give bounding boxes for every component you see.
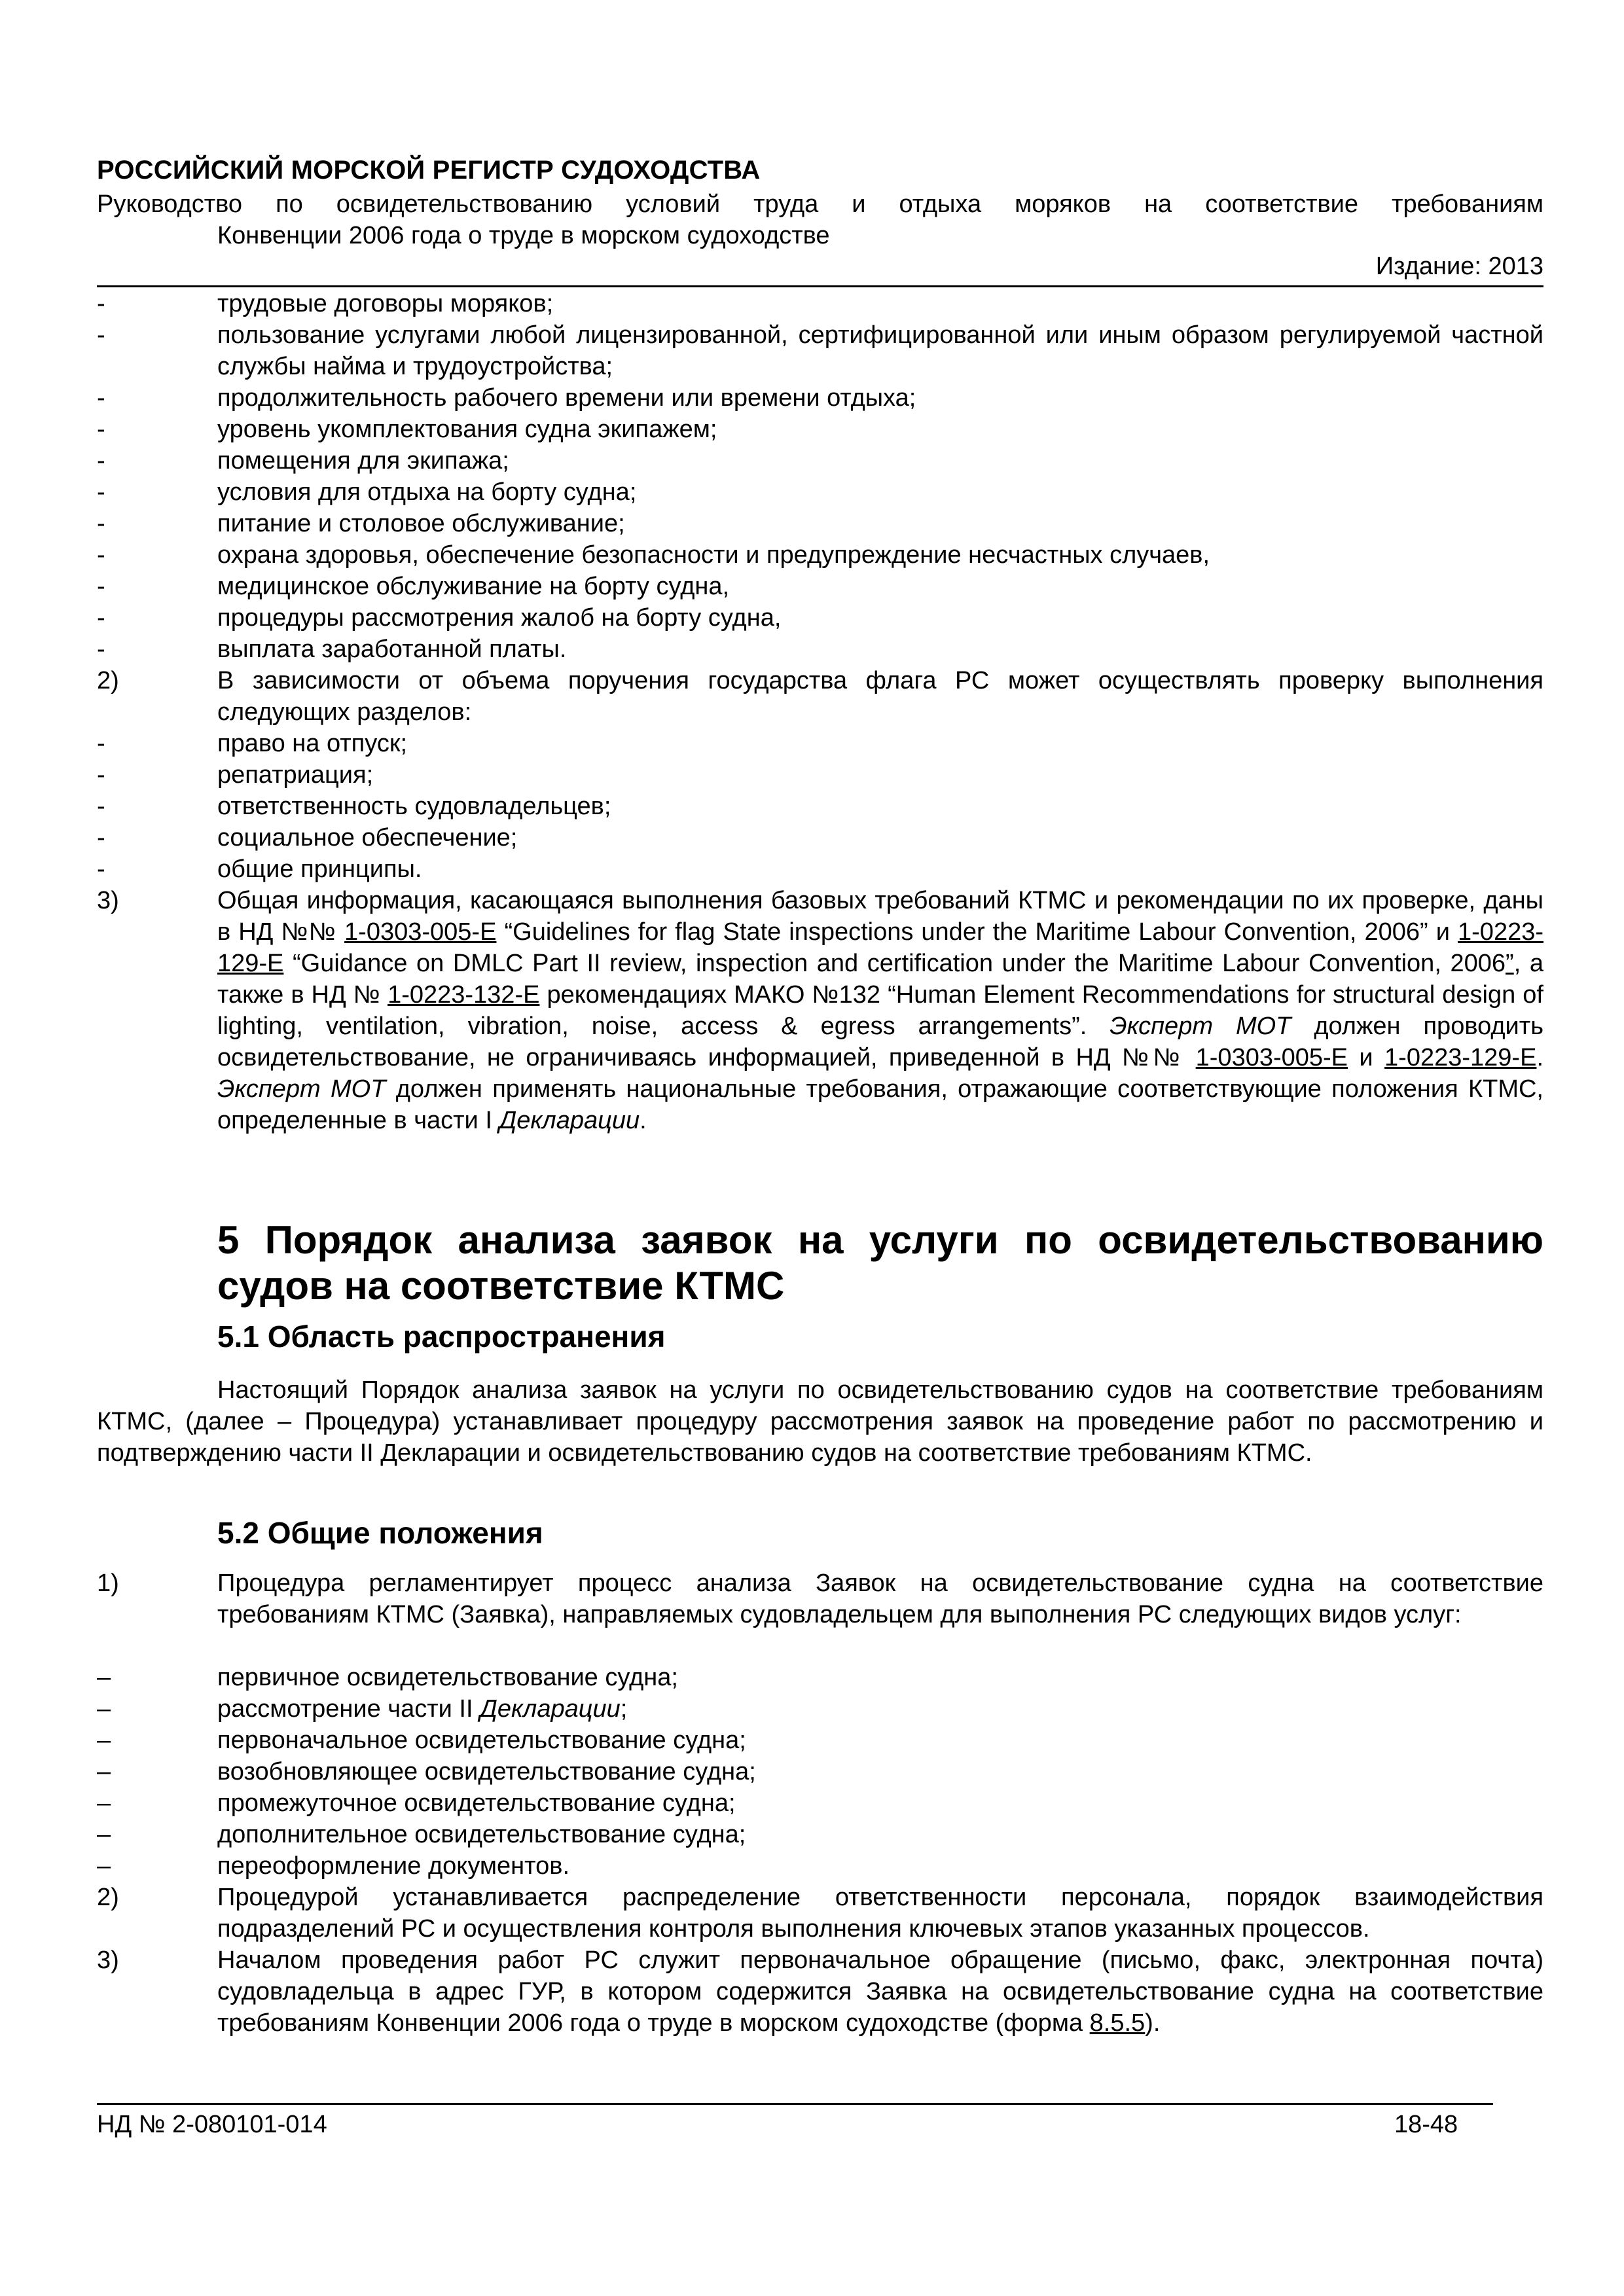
list-item: - уровень укомплектования судна экипажем; <box>97 414 1543 445</box>
document-link[interactable]: 1-0223-129-E <box>217 918 1543 977</box>
dash-marker: - <box>97 416 105 443</box>
list-item: – переоформление документов. <box>97 1850 1543 1882</box>
page-number: 18-48 <box>1394 2111 1458 2138</box>
subsection-heading: 5.2 Общие положения <box>217 1516 543 1550</box>
dash-marker: - <box>97 636 105 663</box>
list-item: – первичное освидетельствование судна; <box>97 1662 1543 1693</box>
header-rule <box>97 285 1543 287</box>
dash-marker: - <box>97 761 105 789</box>
list-item: - продолжительность рабочего времени или времени отдыха; <box>97 382 1543 414</box>
dash-marker: – <box>97 1664 111 1691</box>
list-item: - социальное обеспечение; <box>97 822 1543 853</box>
dash-marker: – <box>97 1852 111 1880</box>
footer-rule <box>97 2103 1493 2105</box>
dash-marker: - <box>97 478 105 506</box>
numbered-item-3: 3) Началом проведения работ РС служит первоначальное обращение (письмо, факс, электронная почта) судовладельца в адрес ГУР, в котором содержится Заявка на освидетельствование судна на соответствие требованиям Конвенции 2006 года о труде в морском судоходстве (форма 8.5.5). <box>97 1945 1543 2039</box>
dash-marker: – <box>97 1758 111 1785</box>
document-link[interactable]: 1-0303-005-E <box>344 918 497 946</box>
list-item: - пользование услугами любой лицензированной, сертифицированной или иным образом регулируемой частной службы найма и трудоустройства; <box>97 319 1543 382</box>
list-item: - репатриация; <box>97 759 1543 791</box>
numbered-item-2: 2) В зависимости от объема поручения государства флага РС может осуществлять проверку выполнения следующих разделов: <box>97 665 1543 728</box>
scope-paragraph: Настоящий Порядок анализа заявок на услуги по освидетельствованию судов на соответствие требованиям КТМС, (далее – Процедура) устанавливает процедуру рассмотрения заявок на проведение работ по рассмотрению и подтверждению части II Декларации и освидетельствованию судов на соответствие требованиям КТМС. <box>97 1376 1543 1467</box>
list-item: – рассмотрение части II Декларации; <box>97 1693 1543 1725</box>
dash-marker: - <box>97 510 105 537</box>
item-number: 3) <box>97 1946 119 1974</box>
dash-marker: - <box>97 855 105 883</box>
dash-marker: - <box>97 793 105 820</box>
dash-marker: - <box>97 447 105 475</box>
item-number: 2) <box>97 1884 119 1911</box>
dash-marker: – <box>97 1695 111 1723</box>
item-number: 3) <box>97 887 119 914</box>
dash-marker: - <box>97 290 105 317</box>
document-subtitle <box>97 188 1543 251</box>
organization-name: РОССИЙСКИЙ МОРСКОЙ РЕГИСТР СУДОХОДСТВА <box>97 156 761 185</box>
dash-marker: - <box>97 321 105 349</box>
list-item: - общие принципы. <box>97 853 1543 885</box>
dash-marker: - <box>97 730 105 757</box>
numbered-item-1: 1) Процедура регламентирует процесс анализа Заявок на освидетельствование судна на соответствие требованиям КТМС (Заявка), направляемых судовладельцем для выполнения РС следующих видов услуг: <box>97 1568 1543 1630</box>
item-number: 2) <box>97 667 119 694</box>
dash-marker: – <box>97 1789 111 1817</box>
subtitle-line-2: Конвенции 2006 года о труде в морском судоходстве <box>217 222 830 249</box>
list-item: - питание и столовое обслуживание; <box>97 508 1543 539</box>
list-item: - выплата заработанной платы. <box>97 634 1543 665</box>
item-number: 1) <box>97 1570 119 1597</box>
dash-marker: – <box>97 1727 111 1754</box>
list-item: - трудовые договоры моряков; <box>97 288 1543 319</box>
list-item: – первоначальное освидетельствование судна; <box>97 1725 1543 1756</box>
subsection-heading: 5.1 Область распространения <box>217 1319 666 1354</box>
dash-marker: - <box>97 604 105 632</box>
edition-label: Издание: 2013 <box>1375 253 1543 280</box>
list-item: - медицинское обслуживание на борту судна, <box>97 571 1543 602</box>
form-link[interactable]: 8.5.5 <box>1089 2009 1146 2037</box>
item-3-text: Общая информация, касающаяся выполнения базовых требований КТМС и рекомендации по их проверке, даны в НД №№ 1-0303-005-E “Guidelines for flag State inspections under the Maritime Labour Convention, 2006” и 1-0223-129-E “Guidance on DMLC Part II review, inspection and certification under the Maritime Labour Convention, 2006”, а также в НД № 1-0223-132-E рекомендациях МАКО №132 “Human Element Recommendations for structural design of lighting, ventilation, vibration, noise, access & egress arrangements”. Эксперт МОТ должен проводить освидетельствование, не ограничиваясь информацией, приведенной в НД №№ 1-0303-005-E и 1-0223-129-E. Эксперт МОТ должен применять национальные требования, отражающие соответствующие положения КТМС, определенные в части I Декларации. <box>217 887 1543 1134</box>
dash-marker: – <box>97 1821 111 1848</box>
dash-marker: - <box>97 824 105 852</box>
document-link[interactable]: 1-0223-129-E <box>1384 1044 1537 1071</box>
document-link[interactable]: 1-0303-005-E <box>1195 1044 1348 1071</box>
list-item: - условия для отдыха на борту судна; <box>97 476 1543 508</box>
list-item: - охрана здоровья, обеспечение безопасности и предупреждение несчастных случаев, <box>97 539 1543 571</box>
list-item: - помещения для экипажа; <box>97 445 1543 476</box>
document-link[interactable]: 1-0223-132-E <box>388 981 540 1009</box>
list-item: – дополнительное освидетельствование судна; <box>97 1819 1543 1850</box>
subtitle-line-1: Руководство по освидетельствованию условий труда и отдыха моряков на соответствие требованиям <box>97 190 1543 218</box>
section-heading: 5 Порядок анализа заявок на услуги по освидетельствованию судов на соответствие КТМС <box>217 1218 1543 1308</box>
dash-marker: - <box>97 541 105 569</box>
list-item: – промежуточное освидетельствование судна; <box>97 1787 1543 1819</box>
dash-marker: - <box>97 384 105 412</box>
list-item: – возобновляющее освидетельствование судна; <box>97 1756 1543 1787</box>
document-link[interactable]: ” <box>1506 950 1514 977</box>
list-item: - право на отпуск; <box>97 728 1543 759</box>
list-item: - процедуры рассмотрения жалоб на борту судна, <box>97 602 1543 634</box>
document-number: НД № 2-080101-014 <box>97 2111 327 2138</box>
numbered-item-3 <box>97 885 1543 1136</box>
numbered-item-2: 2) Процедурой устанавливается распределение ответственности персонала, порядок взаимодействия подразделений РС и осуществления контроля выполнения ключевых этапов указанных процессов. <box>97 1882 1543 1945</box>
list-item: - ответственность судовладельцев; <box>97 791 1543 822</box>
dash-marker: - <box>97 573 105 600</box>
